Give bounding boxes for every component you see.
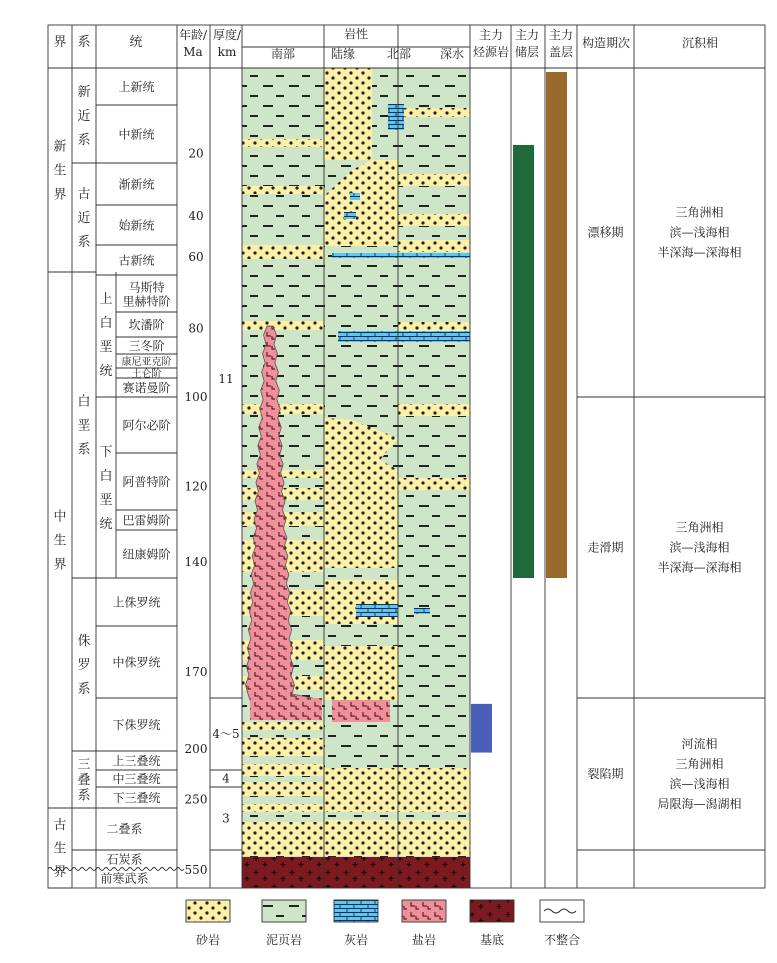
era-label: 界 [53, 557, 67, 573]
legend-swatch-unconformity [540, 900, 584, 922]
subseries-label: 白 [99, 469, 113, 485]
series-label: 里赫特阶 [122, 294, 171, 309]
age-tick-label: 80 [188, 321, 204, 336]
system-label: 系 [77, 442, 91, 458]
south-sandstone-band [242, 245, 324, 259]
facies-label: 三角洲相 [675, 757, 724, 771]
series-label: 上新统 [118, 80, 155, 95]
system-label: 白 [77, 394, 91, 410]
series-label: 赛诺曼阶 [122, 381, 171, 396]
header-thickness-1: 厚度/ [212, 28, 242, 42]
thickness-label: 11 [218, 372, 234, 386]
series-label: 阿普特阶 [122, 475, 171, 490]
south-sandstone-band [242, 722, 324, 730]
legend-swatch-limestone [334, 900, 378, 922]
header-facies: 沉积相 [681, 36, 719, 50]
thickness-label: 4 [222, 771, 230, 786]
legend-swatch-salt [402, 900, 446, 922]
facies-label: 滨—浅海相 [669, 777, 730, 791]
series-label: 阿尔必阶 [122, 418, 171, 433]
limestone-lens [344, 212, 356, 219]
system-label: 新 [77, 85, 91, 101]
header-source-2: 烃源岩 [472, 45, 510, 59]
facies-label: 三角洲相 [675, 205, 724, 220]
subseries-label: 上 [99, 292, 113, 308]
source-rock-bar [471, 704, 492, 753]
system-label: 叠 [77, 773, 91, 789]
system-label: 三 [77, 757, 91, 773]
margin-sandstone-band [324, 646, 398, 700]
system-label: 系 [77, 133, 91, 149]
limestone-layer [338, 331, 470, 342]
legend-label: 砂岩 [195, 933, 221, 947]
header-reservoir-1: 主力 [514, 28, 540, 42]
series-label: 康尼亚克阶 [121, 356, 172, 368]
age-tick-label: 40 [188, 208, 204, 223]
age-tick-label: 100 [184, 390, 208, 404]
header-tectonic: 构造期次 [581, 36, 631, 50]
north-sandstone-band [398, 404, 470, 416]
header-system: 系 [77, 35, 91, 50]
header-age-1: 年龄/ [178, 28, 208, 42]
limestone-lens [388, 104, 404, 130]
facies-label: 滨—浅海相 [669, 225, 730, 240]
header-series: 统 [129, 35, 143, 50]
age-tick-label: 60 [188, 250, 204, 264]
tectonic-stage-label: 漂移期 [587, 225, 624, 240]
subseries-label: 统 [99, 364, 113, 380]
system-label: 侏 [77, 634, 91, 650]
facies-label: 三角洲相 [675, 520, 724, 535]
series-label: 古新统 [118, 253, 155, 268]
header-lithology: 岩性 [343, 27, 369, 41]
header-lith-col-margin: 陆缘 [330, 47, 356, 61]
header-lith-col-north: 北部 [386, 47, 412, 61]
series-label: 渐新统 [118, 177, 155, 192]
south-sandstone-band [242, 186, 324, 194]
legend-label: 盐岩 [411, 933, 437, 947]
basement [242, 857, 470, 888]
age-tick-label: 170 [184, 664, 208, 679]
era-label: 古 [53, 818, 67, 834]
legend-swatch-basement [470, 900, 514, 922]
series-label: 上侏罗统 [112, 595, 161, 610]
lower-row-label: 石炭系 [106, 852, 143, 867]
legend-label: 泥页岩 [265, 933, 303, 947]
thickness-label: 3 [222, 811, 230, 826]
lower-row-label: 前寒武系 [100, 871, 149, 886]
deep-sandstone-band [398, 322, 470, 332]
system-label: 古 [77, 187, 91, 203]
tectonic-stage-label: 走滑期 [587, 540, 624, 555]
south-sandstone-band [242, 470, 324, 478]
age-tick-label: 200 [184, 742, 208, 757]
series-label: 中新统 [118, 127, 155, 142]
subseries-label: 垩 [99, 340, 113, 356]
lithology-panel [242, 68, 470, 888]
reservoir-bar [513, 145, 534, 578]
header-age-2: Ma [183, 45, 203, 59]
age-tick-label: 550 [184, 863, 208, 877]
series-label: 上三叠统 [112, 754, 161, 769]
system-label: 近 [77, 211, 91, 227]
era-label: 生 [53, 841, 67, 857]
age-tick-label: 120 [184, 479, 208, 494]
legend-label: 灰岩 [343, 933, 369, 947]
header-era: 界 [53, 35, 67, 50]
legend-swatch-sandstone [186, 900, 230, 922]
margin-sandstone-band [324, 580, 398, 624]
south-sandstone-band [242, 738, 324, 756]
header-seal-1: 主力 [548, 28, 574, 42]
deep-sandstone-band [398, 108, 470, 117]
deep-sandstone-band [398, 240, 470, 252]
era-label: 生 [53, 533, 67, 549]
system-label: 系 [77, 788, 91, 804]
subseries-label: 下 [99, 445, 113, 461]
unconformity-line [48, 868, 184, 871]
series-label: 马斯特 [128, 280, 165, 295]
margin-sandstone-lower [324, 418, 398, 568]
series-label: 土仑阶 [131, 368, 162, 380]
era-label: 生 [53, 163, 67, 179]
subseries-label: 垩 [99, 493, 113, 509]
south-sandstone-band [242, 139, 324, 147]
series-label: 巴雷姆阶 [122, 513, 171, 528]
series-label: 下侏罗统 [112, 718, 161, 733]
limestone-lens [356, 604, 398, 617]
margin-sandstone-band [324, 820, 470, 856]
south-sandstone-band [242, 321, 324, 330]
tectonic-stage-label: 裂陷期 [587, 767, 624, 781]
facies-label: 滨—浅海相 [669, 540, 730, 555]
margin-sandstone-band [324, 768, 470, 812]
series-label: 纽康姆阶 [122, 547, 171, 562]
lower-row-label: 二叠系 [106, 822, 143, 836]
legend [186, 900, 584, 947]
series-label: 三冬阶 [128, 339, 165, 354]
header-lith-col-deep: 深水 [439, 47, 465, 61]
system-label: 垩 [77, 418, 91, 434]
header-lith-col-south: 南部 [270, 47, 296, 61]
facies-label: 河流相 [681, 737, 718, 751]
era-label: 界 [53, 864, 67, 880]
thickness-label: 4～5 [212, 727, 240, 741]
era-label: 中 [53, 509, 67, 525]
limestone-layer [332, 253, 470, 258]
series-label: 中三叠统 [112, 772, 161, 787]
facies-label: 半深海—深海相 [657, 560, 742, 575]
era-label: 界 [53, 187, 67, 203]
south-sandstone-band [242, 822, 324, 856]
series-label: 坎潘阶 [128, 318, 165, 333]
series-label: 始新统 [118, 218, 155, 233]
age-tick-label: 250 [184, 792, 208, 807]
series-label: 中侏罗统 [112, 655, 161, 670]
salt-layer-south [250, 698, 322, 720]
system-label: 罗 [77, 658, 91, 674]
facies-label: 局限海—潟湖相 [657, 797, 742, 811]
deep-sandstone-band [398, 478, 470, 490]
age-tick-label: 20 [188, 146, 204, 161]
unit-bars [471, 72, 567, 753]
salt-layer-margin [332, 700, 390, 722]
legend-label: 基底 [479, 933, 505, 947]
header-reservoir-2: 储层 [514, 45, 540, 59]
seal-bar [546, 72, 567, 578]
south-sandstone-band [242, 764, 324, 776]
facies-label: 半深海—深海相 [657, 245, 742, 260]
subseries-label: 统 [99, 517, 113, 533]
age-tick-label: 140 [184, 555, 208, 569]
era-label: 新 [53, 139, 67, 155]
header-seal-2: 盖层 [548, 45, 574, 59]
system-label: 系 [77, 682, 91, 698]
limestone-lens [350, 193, 360, 200]
header-source-1: 主力 [478, 28, 504, 42]
legend-label: 不整合 [543, 933, 581, 947]
south-sandstone-band [242, 782, 324, 796]
system-label: 系 [77, 235, 91, 251]
header-thickness-2: km [217, 45, 237, 59]
south-sandstone-band [242, 804, 324, 812]
legend-swatch-mudstone [262, 900, 306, 922]
south-sandstone-band [242, 404, 324, 414]
system-label: 近 [77, 109, 91, 125]
margin-sandstone-upper [324, 68, 372, 160]
series-label: 下三叠统 [112, 791, 161, 806]
deep-sandstone-band [398, 174, 470, 186]
deep-sandstone-band [398, 214, 470, 226]
limestone-lens [414, 608, 430, 614]
subseries-label: 白 [99, 316, 113, 332]
